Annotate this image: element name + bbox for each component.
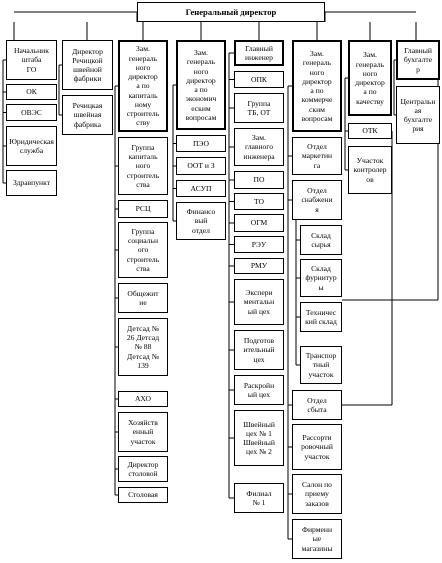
otk-box: ОТК [348,123,392,139]
general-director-title: Генеральный директор [185,6,277,17]
branch-1-box: Филиал № 1 [234,483,284,513]
dormitory-box: Общежит ие [118,283,168,313]
capital-construction-group-box: Группа капиталь ного строитель ства [118,137,168,195]
kindergartens-box: Детсад № 26 Детсад № 88 Детсад № 139 [118,318,168,376]
hr-department-box: ОК [6,84,57,100]
rsc-box: РСЦ [118,200,168,218]
sales-department-box: Отдел сбыта [292,390,342,420]
central-accounting-box: Центральн ая бухгалте рия [396,86,440,144]
general-director-box [137,2,325,22]
safety-group-box: Группа ТБ, ОТ [234,93,284,123]
ovés-department-box: ОВЭС [6,104,57,121]
chief-engineer-box: Главный инженер [234,40,284,66]
sorting-section-box: Рассорти ровочный участок [292,424,342,470]
oot-box: ООТ и З [176,157,226,175]
aho-box: АХО [118,391,168,407]
deputy-commercial-box: Зам. генераль ного директор а по коммерче ским вопросам [292,40,342,132]
deputy-chief-engineer-box: Зам. главного инженера [234,128,284,166]
reu-box: РЭУ [234,236,284,253]
peo-box: ПЭО [176,135,226,152]
rmu-box: РМУ [234,258,284,274]
legal-service-box: Юридическая служба [6,126,57,166]
sewing-shops-box: Швейный цех № 1 Швейный цех № 2 [234,410,284,466]
ogm-box: ОГМ [234,214,284,232]
supply-department-box: Отдел снабжени я [292,180,342,220]
rechitsa-factory-director-box: Директор Речицкой швейной фабрики [62,40,113,90]
transport-section-box: Транспор тный участок [300,346,342,384]
experimental-shop-box: Экспери ментальн ый цех [234,279,284,325]
deputy-capital-construction-box: Зам. генераль ного директор а по капиталь ному строитель ству [118,40,168,132]
civil-defense-chief-box: Начальник штаба ГО [6,40,57,80]
cutting-shop-box: Раскройн ый цех [234,375,284,405]
health-center-box: Здравпункт [6,170,57,196]
canteen-director-box: Директор столовой [118,456,168,482]
brand-stores-box: Фирменн ые магазины [292,519,342,559]
social-construction-group-box: Группа социальн ого строитель ства [118,222,168,278]
accessories-warehouse-box: Склад фурнитур ы [300,259,342,297]
marketing-department-box: Отдел маркетин га [292,137,342,175]
chief-accountant-box: Главный бухгалте р [396,40,440,80]
deputy-economic-box: Зам. генераль ного директор а по экономич еским вопросам [176,40,226,130]
technical-warehouse-box: Техничес кий склад [300,302,342,332]
household-section-box: Хозяйств енный участок [118,412,168,452]
preparatory-shop-box: Подготов ительный цех [234,330,284,370]
inspectors-section-box: Участок контролер ов [348,146,392,194]
rechitsa-factory-box: Речицкая швейная фабрика [62,95,113,135]
finance-department-box: Финансо вый отдел [176,202,226,240]
raw-materials-warehouse-box: Склад сырья [300,225,342,255]
order-salon-box: Салон по приему заказов [292,474,342,514]
to-box: ТО [234,193,284,210]
asup-box: АСУП [176,180,226,197]
opk-box: ОПК [234,71,284,88]
deputy-quality-box: Зам. генераль ного директор а по качеству [348,40,392,116]
po-box: ПО [234,171,284,189]
canteen-box: Столовая [118,487,168,503]
